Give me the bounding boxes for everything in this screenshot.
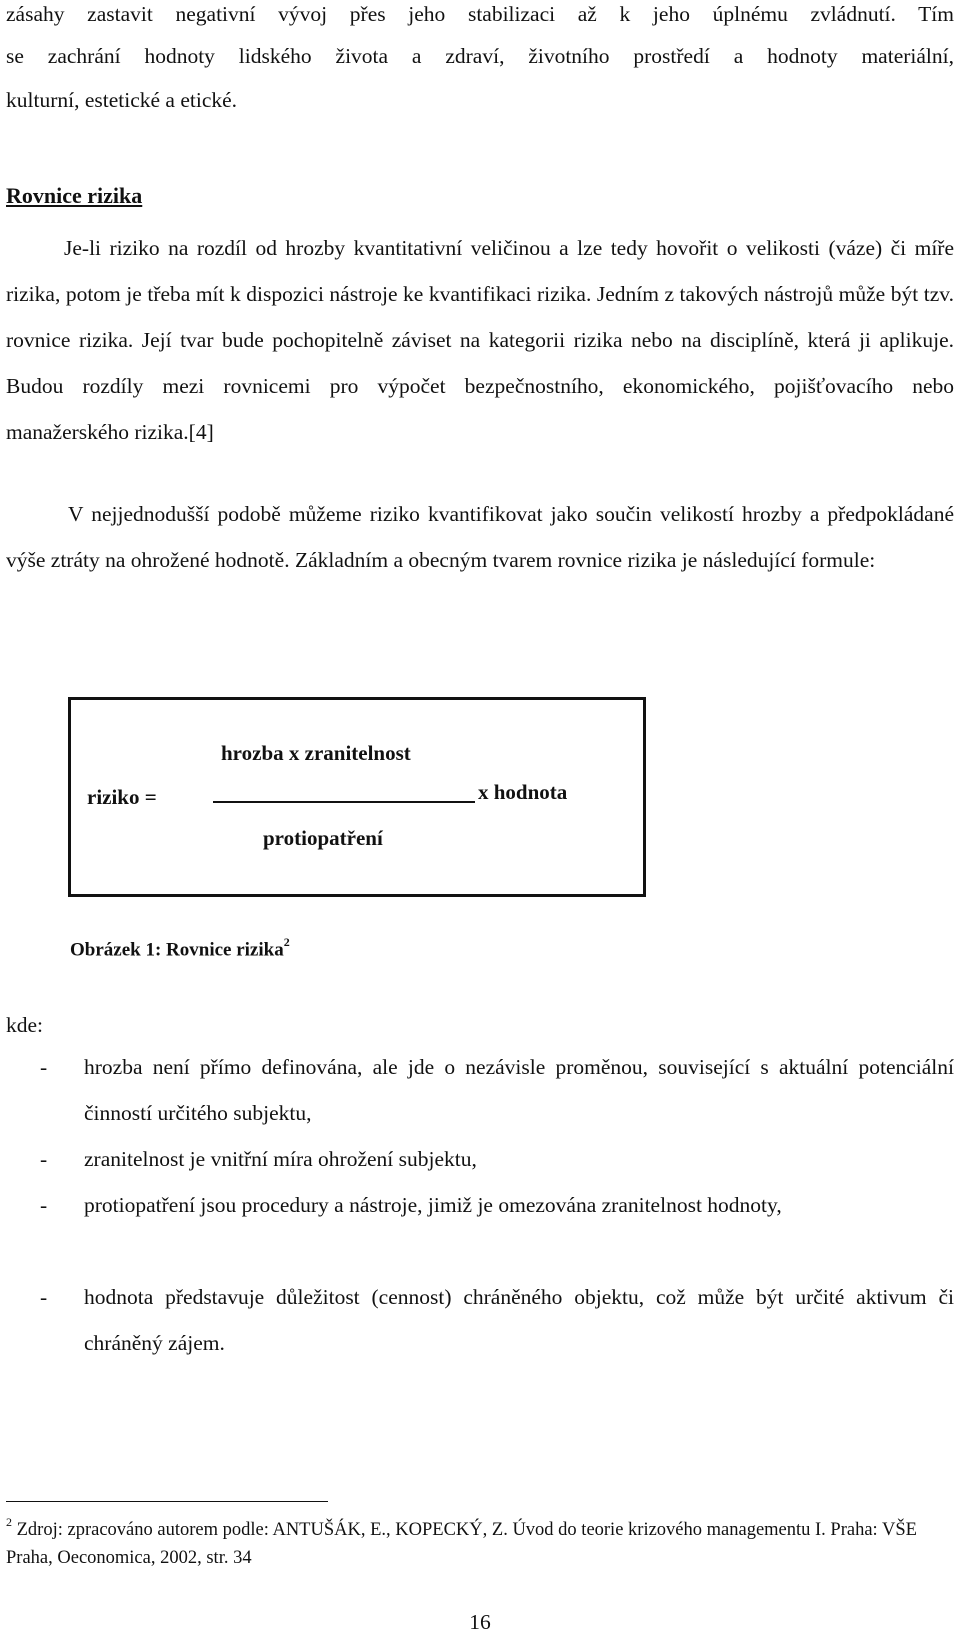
fraction-line [213,801,475,803]
footnote-number: 2 [6,1515,12,1529]
list-dash: - [40,1193,48,1217]
list-dash: - [40,1147,48,1171]
intro-line-2: se zachrání hodnoty lidského života a zdraví, životního prostředí a hodnoty materiální, [6,44,954,68]
footnote-text: Zdroj: zpracováno autorem podle: ANTUŠÁK, E., KOPECKÝ, Z. Úvod do teorie krizového managementu I. Praha: VŠE Praha, Oeconomica, 2002, str. 34 [6,1520,917,1569]
definition-text: protiopatření jsou procedury a nástroje, jimiž je omezována zranitelnost hodnoty, [84,1193,782,1217]
formula-multiplier: x hodnota [478,780,568,804]
list-dash: - [40,1055,48,1079]
risk-equation-box [68,697,646,897]
footnote [6,1510,954,1572]
definitions-lead: kde: [6,1013,44,1037]
figure-caption [70,937,290,961]
figure-caption-text: Obrázek 1: Rovnice rizika [70,939,284,961]
section-paragraph-1: Je-li riziko na rozdíl od hrozby kvantitativní veličinou a lze tedy hovořit o velikosti (váze) či míře rizika, potom je třeba mít k dispozici nástroje ke kvantifikaci rizika. Jedním z takových nástrojů může být tzv. rovnice rizika. Její tvar bude pochopitelně záviset na kategorii rizika nebo na disciplíně, která ji aplikuje. Budou rozdíly mezi rovnicemi pro výpočet bezpečnostního, ekonomického, pojišťovacího nebo manažerského rizika.[4] [6,236,954,444]
list-dash: - [40,1285,48,1309]
formula-denominator: protiopatření [263,826,383,850]
definition-text: zranitelnost je vnitřní míra ohrožení subjektu, [84,1147,477,1171]
intro-line-3: kulturní, estetické a etické. [6,88,238,112]
formula-numerator: hrozba x zranitelnost [221,741,411,765]
page-number: 16 [469,1610,491,1634]
definition-text: hrozba není přímo definována, ale jde o nezávisle proměnou, související s aktuální potenciální činností určitého subjektu, [84,1055,954,1125]
intro-line-1: zásahy zastavit negativní vývoj přes jeho stabilizaci až k jeho úplnému zvládnutí. Tím [6,2,954,26]
section-heading: Rovnice rizika [6,183,143,208]
section-paragraph-2: V nejjednodušší podobě můžeme riziko kvantifikovat jako součin velikostí hrozby a předpokládané výše ztráty na ohrožené hodnotě. Základním a obecným tvarem rovnice rizika je následující formule: [6,502,954,572]
formula-lhs: riziko = [87,785,157,809]
figure-caption-footnote-ref: 2 [283,935,290,949]
definition-text: hodnota představuje důležitost (cennost) chráněného objektu, což může být určité aktivum či chráněný zájem. [84,1285,954,1355]
footnote-separator [6,1501,328,1502]
